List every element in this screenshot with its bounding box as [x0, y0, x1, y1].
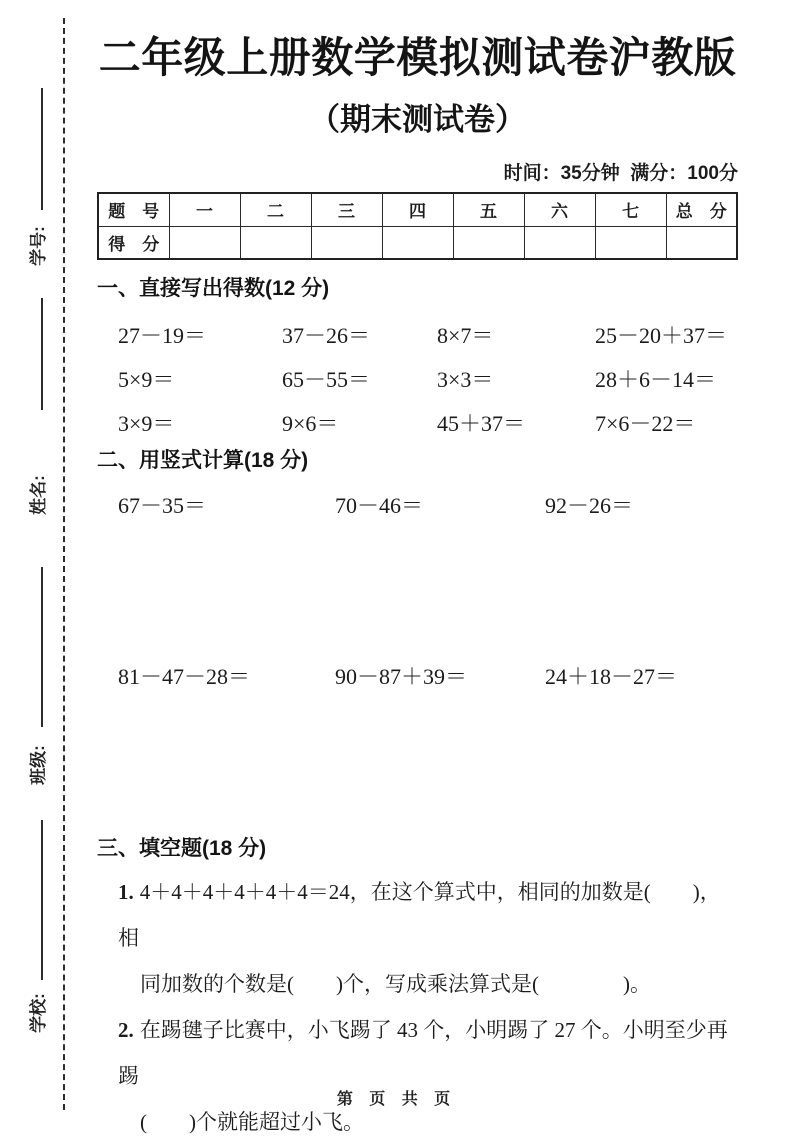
section2-row2 — [97, 664, 738, 690]
math-problem: 27－19＝ — [118, 323, 207, 348]
question-number-label: 题 号 — [98, 193, 169, 226]
fill-in-question-2 — [97, 1007, 738, 1145]
time-and-score-info: 时间：35分钟 满分：100分 — [503, 163, 738, 184]
math-problem: 65－55＝ — [282, 367, 371, 392]
math-problem: 3×3＝ — [437, 367, 494, 392]
section3-title: 三、填空题(18 分) — [97, 837, 267, 860]
math-problem: 25－20＋37＝ — [595, 323, 728, 348]
math-problem: 5×9＝ — [118, 367, 175, 392]
section2-title: 二、用竖式计算(18 分) — [97, 449, 309, 472]
cut-line-dashed-divider — [63, 18, 65, 1110]
question-1-text: 4＋4＋4＋4＋4＋4＝24，在这个算式中，相同的加数是( )，相 — [118, 880, 721, 950]
score-cell-1 — [169, 226, 240, 259]
question-1-line-2: 同加数的个数是( )个，写成乘法算式是( )。 — [140, 972, 651, 996]
score-cell-6 — [524, 226, 595, 259]
col-header-6: 六 — [524, 193, 595, 226]
score-cell-7 — [595, 226, 666, 259]
question-1-line-1 — [118, 869, 738, 961]
col-header-3: 三 — [311, 193, 382, 226]
score-cell-3 — [311, 226, 382, 259]
name-label: 姓名: — [29, 475, 48, 515]
math-problem: 45＋37＝ — [437, 411, 526, 436]
col-header-2: 二 — [240, 193, 311, 226]
section2-row1 — [97, 493, 738, 519]
page-title: 二年级上册数学模拟测试卷沪教版 — [98, 34, 737, 81]
question-2-number: 2. — [118, 1018, 134, 1042]
student-id-blank-line — [41, 88, 43, 210]
math-problem: 90－87＋39＝ — [335, 664, 468, 689]
math-problem: 3×9＝ — [118, 411, 175, 436]
school-blank-line — [41, 820, 43, 980]
math-problem: 70－46＝ — [335, 493, 424, 518]
math-problem: 8×7＝ — [437, 323, 494, 348]
page-footer: 第 页 共 页 — [336, 1091, 457, 1108]
score-table-header-row — [98, 193, 737, 226]
student-id-label: 学号: — [29, 226, 48, 266]
score-table-score-row — [98, 226, 737, 259]
score-cell-4 — [382, 226, 453, 259]
score-table — [97, 192, 738, 260]
math-problem: 81－47－28＝ — [118, 664, 251, 689]
col-header-4: 四 — [382, 193, 453, 226]
section1-title: 一、直接写出得数(12 分) — [97, 277, 330, 300]
section1-problem-grid — [97, 314, 738, 446]
score-label: 得 分 — [98, 226, 169, 259]
class-label: 班级: — [29, 745, 48, 785]
question-1-number: 1. — [118, 880, 134, 904]
col-header-total: 总 分 — [666, 193, 737, 226]
math-problem: 24＋18－27＝ — [545, 664, 678, 689]
score-cell-2 — [240, 226, 311, 259]
exam-paper — [97, 33, 738, 1145]
math-problem: 7×6－22＝ — [595, 411, 696, 436]
name-blank-line — [41, 298, 43, 410]
math-problem: 37－26＝ — [282, 323, 371, 348]
score-cell-5 — [453, 226, 524, 259]
math-problem: 92－26＝ — [545, 493, 634, 518]
math-problem: 67－35＝ — [118, 493, 207, 518]
col-header-5: 五 — [453, 193, 524, 226]
question-2-text: 在踢毽子比赛中，小飞踢了 43 个，小明踢了 27 个。小明至少再踢 — [118, 1018, 728, 1088]
math-problem: 9×6＝ — [282, 411, 339, 436]
math-problem: 28＋6－14＝ — [595, 367, 717, 392]
col-header-1: 一 — [169, 193, 240, 226]
question-2-line-2: ( )个就能超过小飞。 — [140, 1110, 364, 1134]
class-blank-line — [41, 567, 43, 727]
school-label: 学校: — [29, 993, 48, 1033]
page-subtitle: （期末测试卷） — [309, 102, 526, 137]
score-cell-total — [666, 226, 737, 259]
col-header-7: 七 — [595, 193, 666, 226]
fill-in-question-1 — [97, 869, 738, 1007]
